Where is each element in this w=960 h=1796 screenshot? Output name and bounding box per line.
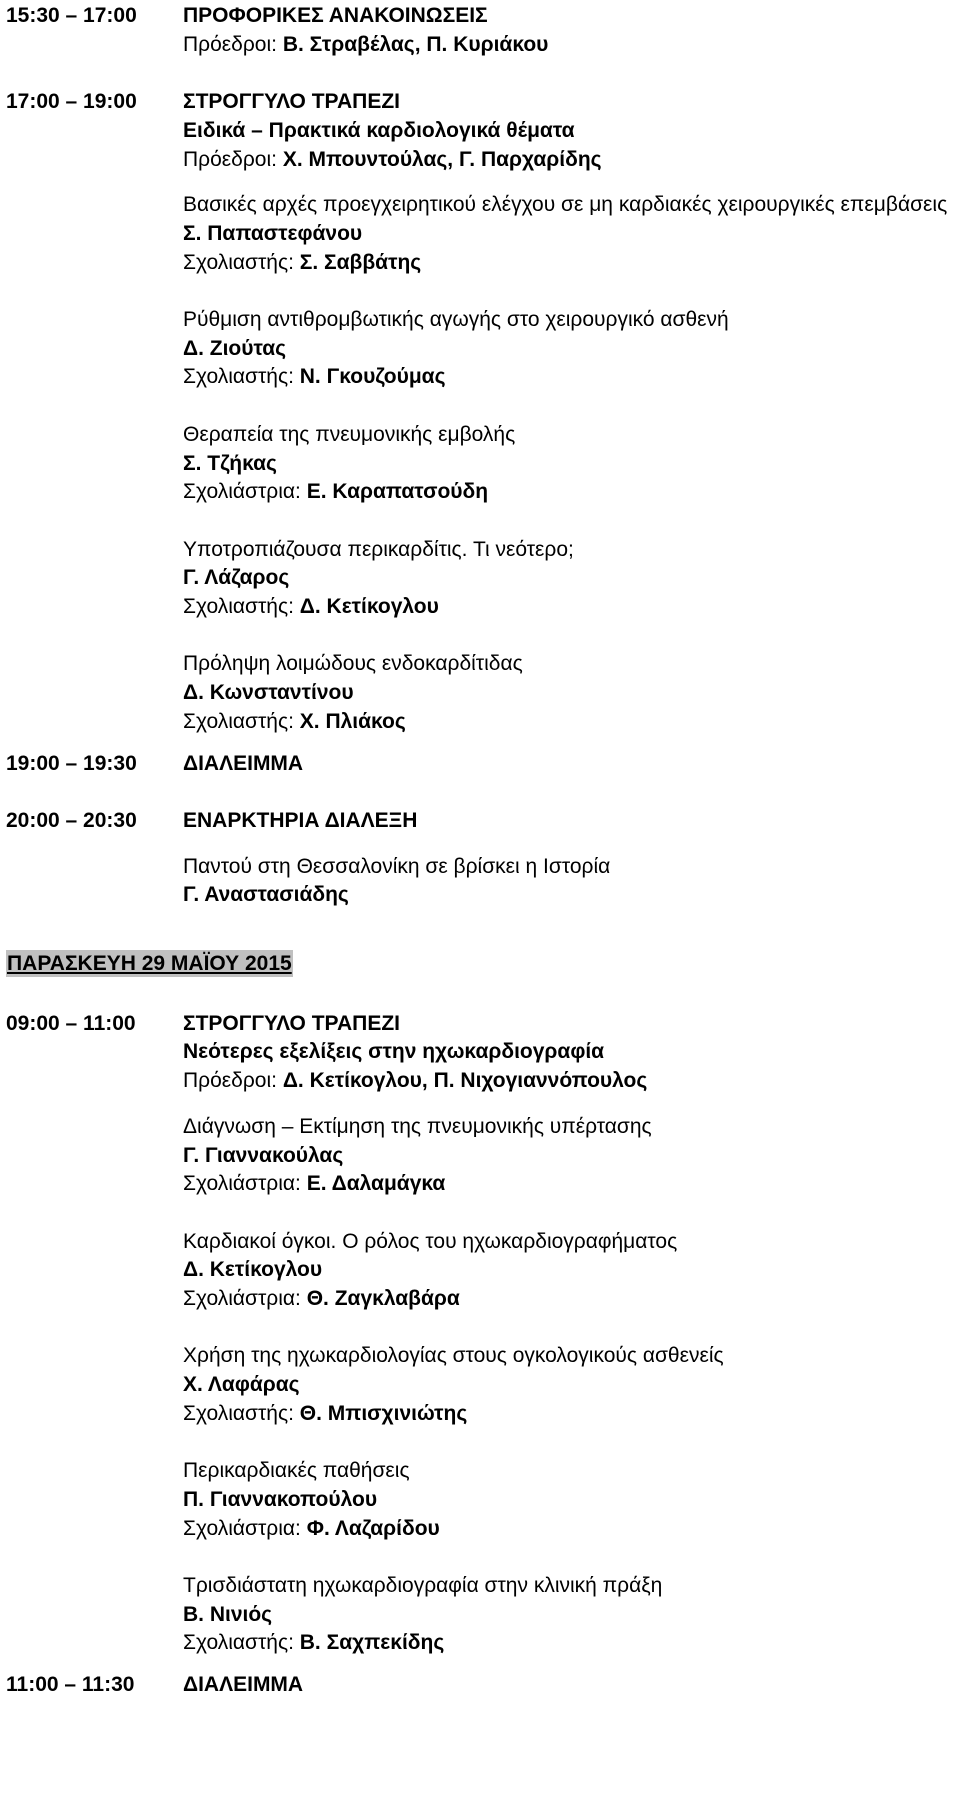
session-time: 11:00 – 11:30 [6,1673,135,1697]
talk-title: Χρήση της ηχωκαρδιολογίας στους ογκολογικούς ασθενείς [183,1344,724,1368]
talk-item [183,1113,956,1199]
talk-title: Θεραπεία της πνευμονικής εμβολής [183,422,516,446]
talk-speaker: Β. Νινιός [183,1602,273,1626]
session-title: ΣΤΡΟΓΓΥΛΟ ΤΡΑΠΕΖΙ [183,1011,401,1035]
program-page [6,2,956,1700]
talk-title: Περικαρδιακές παθήσεις [183,1459,410,1483]
talk-title: Ρύθμιση αντιθρομβωτικής αγωγής στο χειρουργικό ασθενή [183,308,729,331]
talk-speaker: Δ. Κετίκογλου [183,1258,323,1282]
talk-commentator: Σχολιαστής: Θ. Μπισχινιώτης [183,1401,468,1425]
talk-commentator: Σχολιαστής: Χ. Πλιάκος [183,709,406,733]
talk-commentator: Σχολιαστής: Β. Σαχπεκίδης [183,1631,445,1655]
talk-commentator: Σχολιαστής: Σ. Σαββάτης [183,250,422,274]
talk-commentator: Σχολιάστρια: Ε. Δαλαμάγκα [183,1172,446,1196]
talk-speaker: Γ. Γιαννακούλας [183,1143,344,1167]
session-chairs: Πρόεδροι: Δ. Κετίκογλου, Π. Νιχογιαννόπουλος [183,1069,648,1093]
session-time: 20:00 – 20:30 [6,808,137,832]
session-subtitle: Νεότερες εξελίξεις στην ηχωκαρδιογραφία [183,1040,605,1064]
session-time: 15:30 – 17:00 [6,4,137,27]
session-break-1 [6,750,956,779]
talk-item [183,306,960,392]
talk-speaker: Χ. Λαφάρας [183,1373,300,1397]
day-heading: ΠΑΡΑΣΚΕΥΗ 29 ΜΑΪΟΥ 2015 [7,952,292,975]
session-chairs: Πρόεδροι: Β. Στραβέλας, Π. Κυριάκου [183,32,549,56]
session-opening-lecture [6,807,956,910]
session-chairs: Πρόεδροι: Χ. Μπουντούλας, Γ. Παρχαρίδης [183,147,602,171]
talk-commentator: Σχολιαστής: Ν. Γκουζούμας [183,365,446,389]
session-time: 19:00 – 19:30 [6,751,137,775]
session-title: ΠΡΟΦΟΡΙΚΕΣ ΑΝΑΚΟΙΝΩΣΕΙΣ [183,4,488,27]
session-time: 09:00 – 11:00 [6,1011,136,1035]
talk-item [183,1342,956,1428]
talk-commentator: Σχολιαστής: Δ. Κετίκογλου [183,595,439,618]
talk-title: Καρδιακοί όγκοι. Ο ρόλος του ηχωκαρδιογραφήματος [183,1229,678,1253]
talk-speaker: Σ. Τζήκας [183,451,277,475]
talk-title: Βασικές αρχές προεγχειρητικού ελέγχου σε μη καρδιακές χειρουργικές επεμβάσεις [183,193,948,217]
talk-item [183,536,960,622]
session-title: ΔΙΑΛΕΙΜΜΑ [183,1673,304,1697]
talk-speaker: Σ. Παπαστεφάνου [183,221,363,245]
talk-commentator: Σχολιάστρια: Φ. Λαζαρίδου [183,1516,440,1540]
session-oral-presentations [6,2,956,59]
talk-item [183,1457,956,1543]
talk-speaker: Γ. Αναστασιάδης [183,883,349,907]
talk-speaker: Δ. Κωνσταντίνου [183,681,354,705]
session-round-table-2 [6,1010,956,1658]
talk-title: Παντού στη Θεσσαλονίκη σε βρίσκει η Ιστορία [183,854,611,878]
talk-commentator: Σχολιάστρια: Ε. Καραπατσούδη [183,480,489,504]
talk-title: Διάγνωση – Εκτίμηση της πνευμονικής υπέρτασης [183,1114,652,1138]
talk-title: Πρόληψη λοιμώδους ενδοκαρδίτιδας [183,652,523,676]
talk-item [183,1572,956,1658]
session-subtitle: Ειδικά – Πρακτικά καρδιολογικά θέματα [183,118,575,142]
talk-speaker: Π. Γιαννακοπούλου [183,1487,378,1511]
session-break-2 [6,1671,956,1700]
session-title: ΔΙΑΛΕΙΜΜΑ [183,751,304,775]
session-title: ΕΝΑΡΚΤΗΡΙΑ ΔΙΑΛΕΞΗ [183,808,418,832]
session-title: ΣΤΡΟΓΓΥΛΟ ΤΡΑΠΕΖΙ [183,90,401,114]
talk-item [183,191,960,277]
talk-title: Υποτροπιάζουσα περικαρδίτις. Τι νεότερο; [183,537,574,561]
talk-item [183,421,960,507]
talk-item [183,650,960,736]
session-round-table-1 [6,88,956,736]
talk-commentator: Σχολιάστρια: Θ. Ζαγκλαβάρα [183,1287,460,1311]
talk-title: Τρισδιάστατη ηχωκαρδιογραφία στην κλινική πράξη [183,1574,663,1597]
talk-speaker: Γ. Λάζαρος [183,566,290,590]
session-time: 17:00 – 19:00 [6,90,137,114]
talk-speaker: Δ. Ζιούτας [183,336,287,360]
talk-item [183,1228,956,1314]
